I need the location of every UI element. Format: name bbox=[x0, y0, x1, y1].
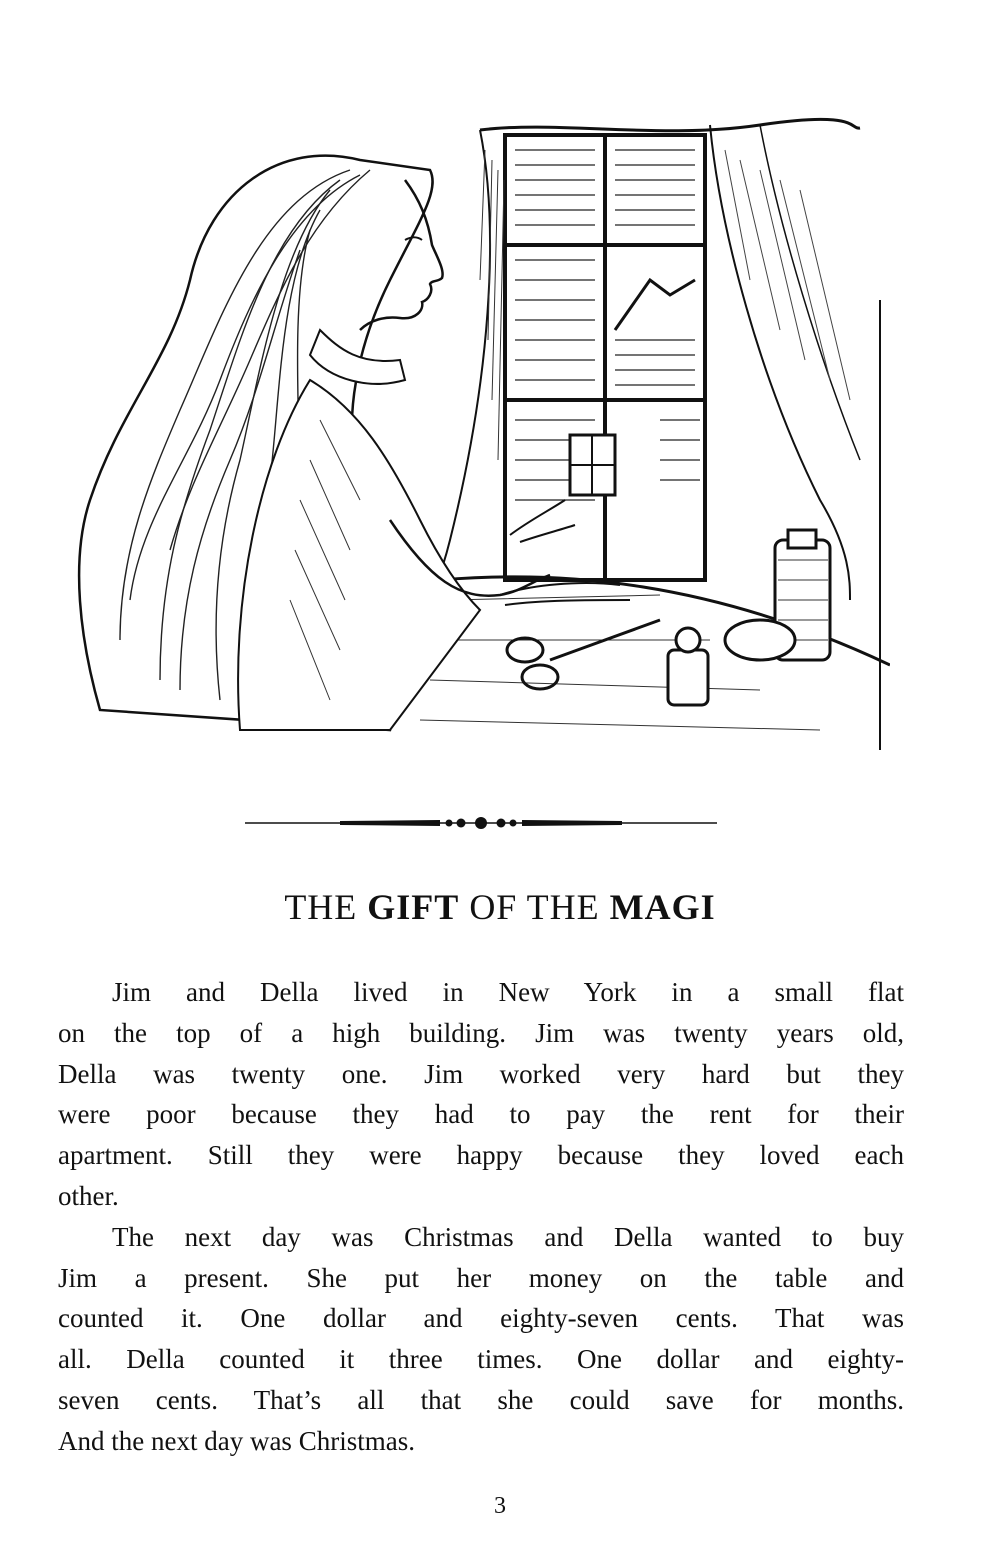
text-line: Jim and Della lived in New York in a small flat bbox=[112, 977, 904, 1007]
text-line: counted it. One dollar and eighty-seven cents. That was bbox=[58, 1303, 904, 1334]
woman-at-window-icon bbox=[60, 80, 890, 760]
text-line: seven cents. That’s all that she could save for months. bbox=[58, 1384, 904, 1415]
text-line: apartment. Still they were happy because they loved each bbox=[58, 1140, 904, 1171]
story-illustration bbox=[60, 80, 890, 760]
title-part-bold: GIFT bbox=[367, 887, 460, 927]
text-line: other. bbox=[58, 1180, 119, 1211]
title-part: THE bbox=[284, 887, 368, 927]
title-part-bold: MAGI bbox=[609, 887, 716, 927]
story-text bbox=[58, 972, 904, 1462]
text-line: on the top of a high building. Jim was twenty years old, bbox=[58, 1017, 904, 1048]
ornament-divider bbox=[245, 812, 717, 834]
text-line: Jim a present. She put her money on the table and bbox=[58, 1262, 904, 1293]
text-line: And the next day was Christmas. bbox=[58, 1425, 415, 1456]
text-line: all. Della counted it three times. One dollar and eighty- bbox=[58, 1344, 904, 1375]
text-line: The next day was Christmas and Della wanted to buy bbox=[112, 1221, 904, 1252]
paragraph bbox=[58, 972, 904, 1217]
text-line: Della was twenty one. Jim worked very hard but they bbox=[58, 1058, 904, 1089]
paragraph bbox=[58, 1217, 904, 1462]
text-line: were poor because they had to pay the rent for their bbox=[58, 1099, 904, 1130]
ornament-divider-icon bbox=[245, 812, 717, 834]
story-title bbox=[0, 886, 1000, 928]
page-number: 3 bbox=[494, 1493, 506, 1519]
title-part: OF THE bbox=[459, 887, 610, 927]
